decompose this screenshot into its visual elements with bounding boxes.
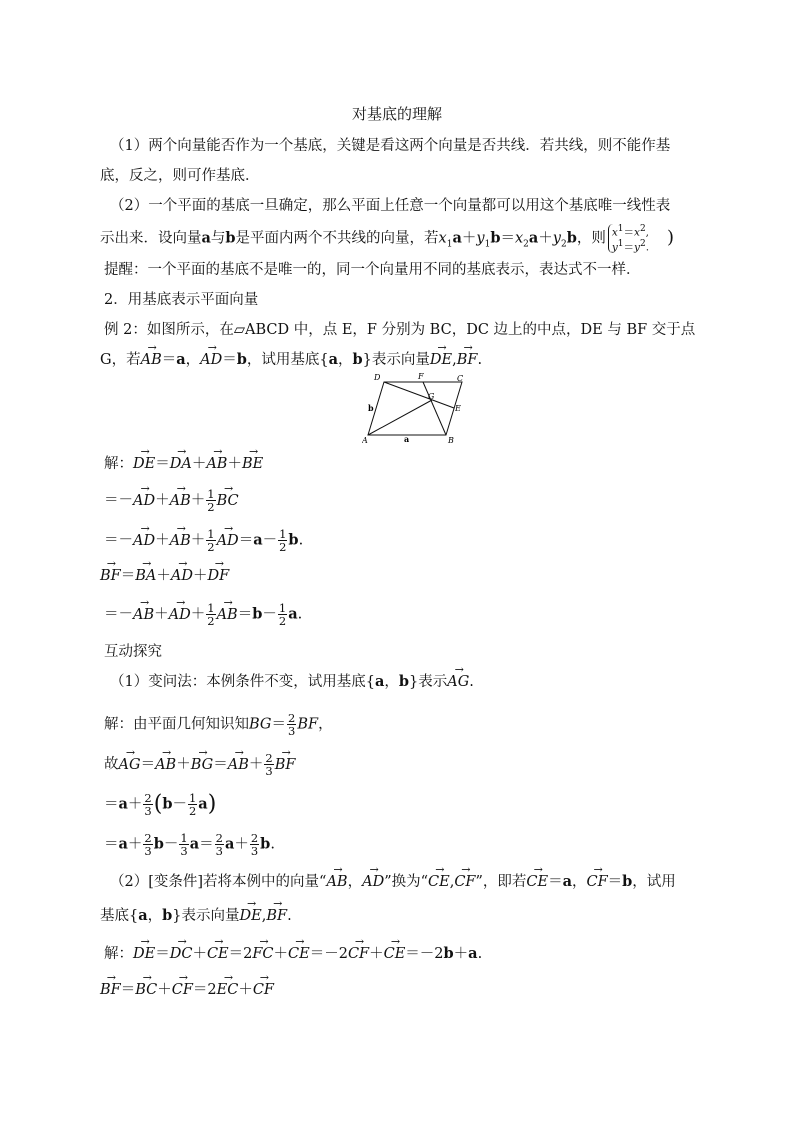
question-1-solution-3: ＝a＋ $\frac{2}{3}$ (b－ $\frac{1}{2}$ a) [104,791,217,818]
section-2-heading: 2．用基底表示平面向量 [104,292,259,308]
question-1: （1）变问法：本例条件不变，试用基底{a，b}表示→ AG. [110,672,474,692]
label-G: G [428,392,435,401]
solution-line-1: 解：→ DE＝→ DA＋→ AB＋→ BE [104,454,263,474]
paragraph-1-line-1: （1）两个向量能否作为一个基底，关键是看这两个向量是否共线．若共线，则不能作基 [110,138,671,154]
label-E: E [455,404,461,413]
parallelogram-figure [362,372,472,444]
solution-line-2: ＝－→ AD＋→ AB＋ $\frac{1}{2}$ → BC [104,488,239,513]
page-title: 对基底的理解 [351,105,442,123]
label-B: B [448,436,454,444]
question-1-solution-2: 故→ AG＝→ AB＋→ BG＝→ AB＋ $\frac{2}{3}$ → BF [104,752,295,777]
example-2-line-1: 例 2：如图所示，在▱ABCD 中，点 E，F 分别为 BC，DC 边上的中点，DE 与 BF 交于点 [104,322,696,338]
label-D: D [374,373,381,382]
question-2-line-2: 基底{a，b}表示向量→ DE,→ BF. [100,906,292,926]
question-2-solution-2: → BF＝→ BC＋→ CF＝2→ EC＋→ CF [100,980,274,1000]
equation-system: $x^1=x^2$, $y^1=y^2$. [608,224,649,253]
paragraph-2-line-2: 示出来．设向量a与b是平面内两个不共线的向量，若$x_1a+y_1b=x_2a+y_2b$，则 $x^1=x^2$, $y^1=y^2$. ) [100,224,675,253]
label-a: a [404,434,410,444]
question-2-line-1: （2）[变条件]若将本例中的向量“→ AB，→ AD”换为“→ CE,→ CF”，即若→ CE＝a，→ CF＝b，试用 [110,872,676,892]
interactive-heading: 互动探究 [104,644,162,660]
paragraph-2-line-1: （2）一个平面的基底一旦确定，那么平面上任意一个向量都可以用这个基底唯一线性表 [110,198,671,214]
paragraph-1-line-2: 底，反之，则可作基底． [100,168,260,184]
solution-line-4: → BF＝→ BA＋→ AD＋→ DF [100,566,229,586]
question-1-solution-4: ＝a＋ $\frac{2}{3}$ b－ $\frac{1}{3}$ a＝ $\frac{2}{3}$ a＋ $\frac{2}{3}$ b. [104,831,275,858]
reminder: 提醒：一个平面的基底不是唯一的，同一个向量用不同的基底表示，表达式不一样． [104,262,641,278]
label-F: F [418,372,424,381]
label-C: C [457,374,464,383]
question-2-solution-1: 解：→ DE＝→ DC＋→ CE＝2→ FC＋→ CE＝－2→ CF＋→ CE＝－2b＋a. [104,944,482,964]
example-2-line-2: G，若→ AB＝a，→ AD＝b，试用基底{a，b}表示向量→ DE,→ BF. [100,350,482,370]
label-A: A [362,436,368,444]
label-b: b [368,403,374,413]
solution-line-5: ＝－→ AB＋→ AD＋ $\frac{1}{2}$ → AB＝b－ $\frac{1}{2}$ a. [104,602,302,627]
question-1-solution-1: 解：由平面几何知识知BG＝ $\frac{2}{3}$ BF， [104,711,333,738]
solution-line-3: ＝－→ AD＋→ AB＋ $\frac{1}{2}$ → AD＝a－ $\frac{1}{2}$ b. [104,528,303,553]
